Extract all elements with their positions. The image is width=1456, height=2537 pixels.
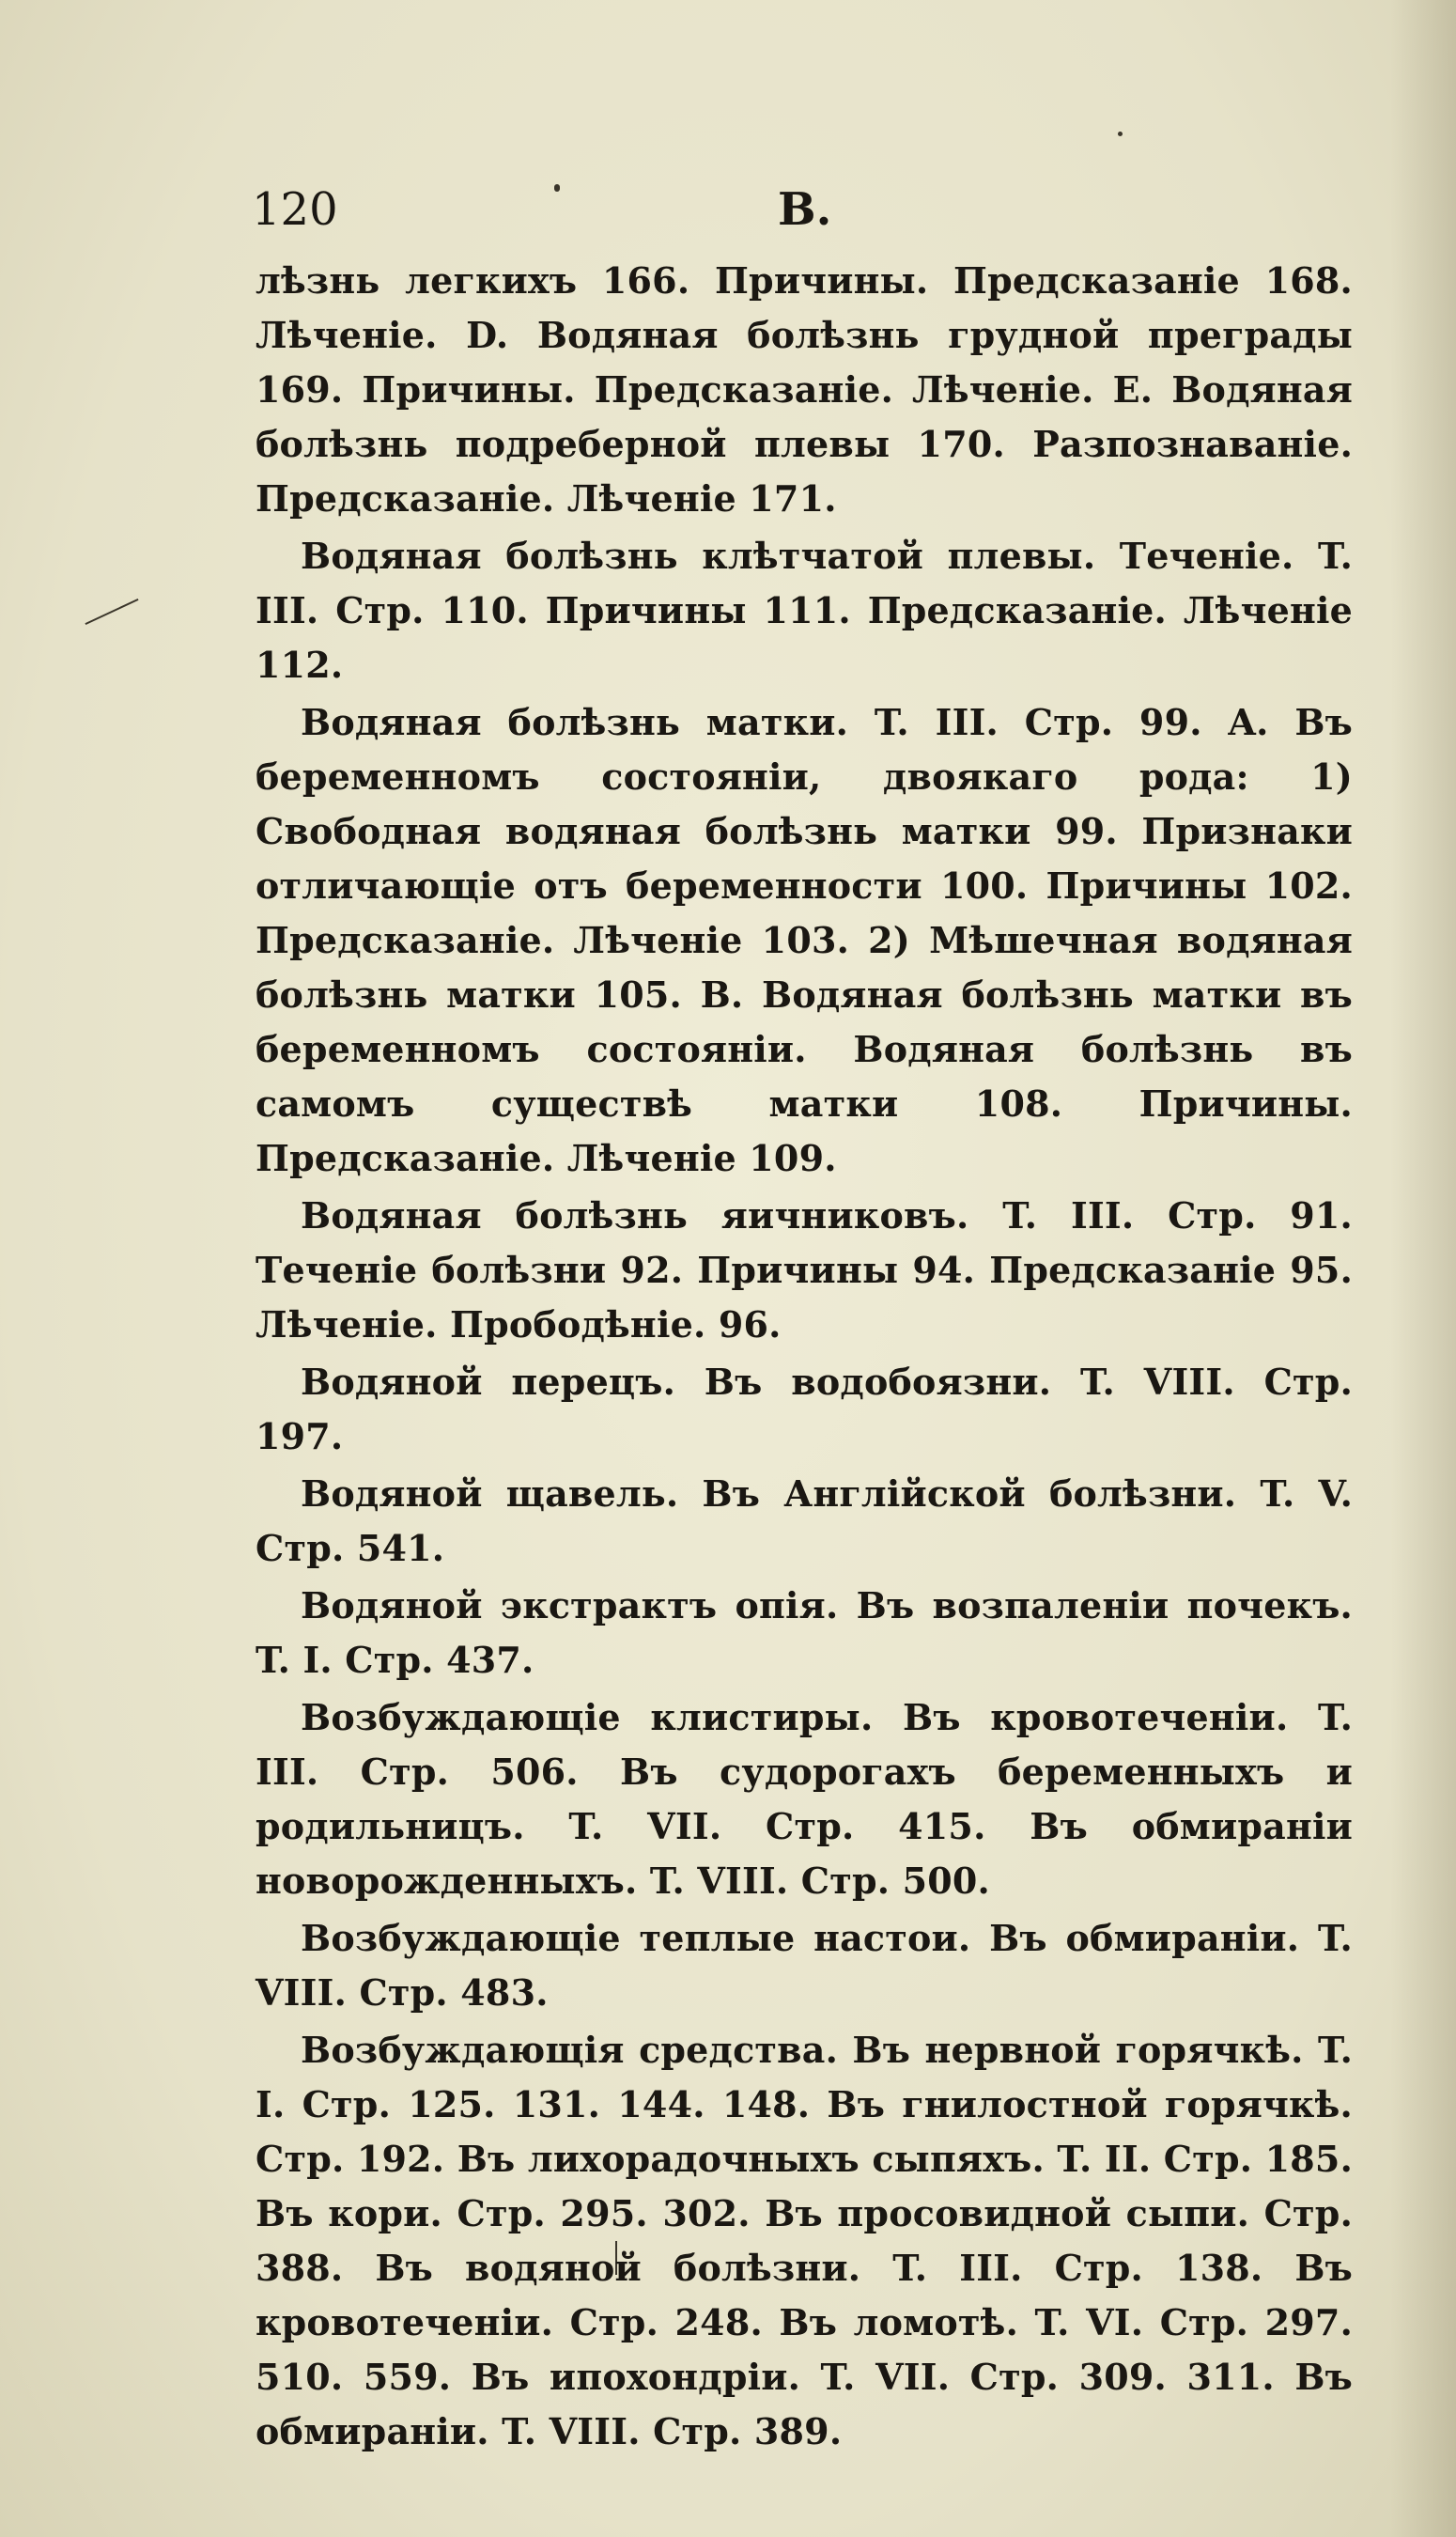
index-entry: Водяная болѣзнь яичниковъ. T. III. Стр. 91. Теченіе болѣзни 92. Причины 94. Предсказаніе 95. Лѣченіе. Прободѣніе. 96.	[256, 1194, 1353, 1346]
index-text	[256, 254, 1353, 2462]
index-entry-continued: лѣзнь легкихъ 166. Причины. Предсказаніе 168. Лѣченіе. D. Водяная болѣзнь грудной преграды 169. Причины. Предсказаніе. Лѣченіе. E. Водяная болѣзнь подреберной плевы 170. Разпознаваніе. Предсказаніе. Лѣченіе 171.	[256, 259, 1353, 520]
index-entry: Водяной экстрактъ опія. Въ возпаленіи почекъ. T. I. Стр. 437.	[256, 1584, 1353, 1681]
page-header	[252, 183, 1360, 249]
index-entry: Возбуждающія средства. Въ нервной горячкѣ. T. I. Стр. 125. 131. 144. 148. Въ гнилостной горячкѣ. Стр. 192. Въ лихорадочныхъ сыпяхъ. T. II. Стр. 185. Въ кори. Стр. 295. 302. Въ просовидной сыпи. Стр. 388. Въ водяной болѣзни. T. III. Стр. 138. Въ кровотеченіи. Стр. 248. Въ ломотѣ. T. VI. Стр. 297. 510. 559. Въ ипохондріи. T. VII. Стр. 309. 311. Въ обмираніи. T. VIII. Стр. 389.	[256, 2029, 1353, 2452]
page-number: 120	[252, 183, 338, 236]
index-entry: Водяной перецъ. Въ водобоязни. T. VIII. Стр. 197.	[256, 1361, 1353, 1457]
index-entry: Возбуждающіе клистиры. Въ кровотеченіи. T. III. Стр. 506. Въ судорогахъ беременныхъ и родильницъ. T. VII. Стр. 415. Въ обмираніи новорожденныхъ. T. VIII. Стр. 500.	[256, 1696, 1353, 1902]
index-entry: Водяная болѣзнь матки. T. III. Стр. 99. A. Въ беременномъ состояніи, двоякаго рода: 1) Свободная водяная болѣзнь матки 99. Признаки отличающіе отъ беременности 100. Причины 102. Предсказаніе. Лѣченіе 103. 2) Мѣшечная водяная болѣзнь матки 105. B. Водяная болѣзнь матки въ беременномъ состояніи. Водяная болѣзнь въ самомъ существѣ матки 108. Причины. Предсказаніе. Лѣченіе 109.	[256, 701, 1353, 1179]
index-entry: Водяной щавель. Въ Англійской болѣзни. T. V. Стр. 541.	[256, 1472, 1353, 1569]
page-edge-shadow	[1390, 0, 1456, 2537]
margin-mark	[85, 599, 138, 625]
index-entry: Возбуждающіе теплые настои. Въ обмираніи. T. VIII. Стр. 483.	[256, 1917, 1353, 2014]
index-entry: Водяная болѣзнь клѣтчатой плевы. Теченіе. T. III. Стр. 110. Причины 111. Предсказаніе. Лѣченіе 112.	[256, 535, 1353, 686]
running-head: B.	[778, 183, 832, 236]
ink-speck	[1118, 132, 1123, 136]
